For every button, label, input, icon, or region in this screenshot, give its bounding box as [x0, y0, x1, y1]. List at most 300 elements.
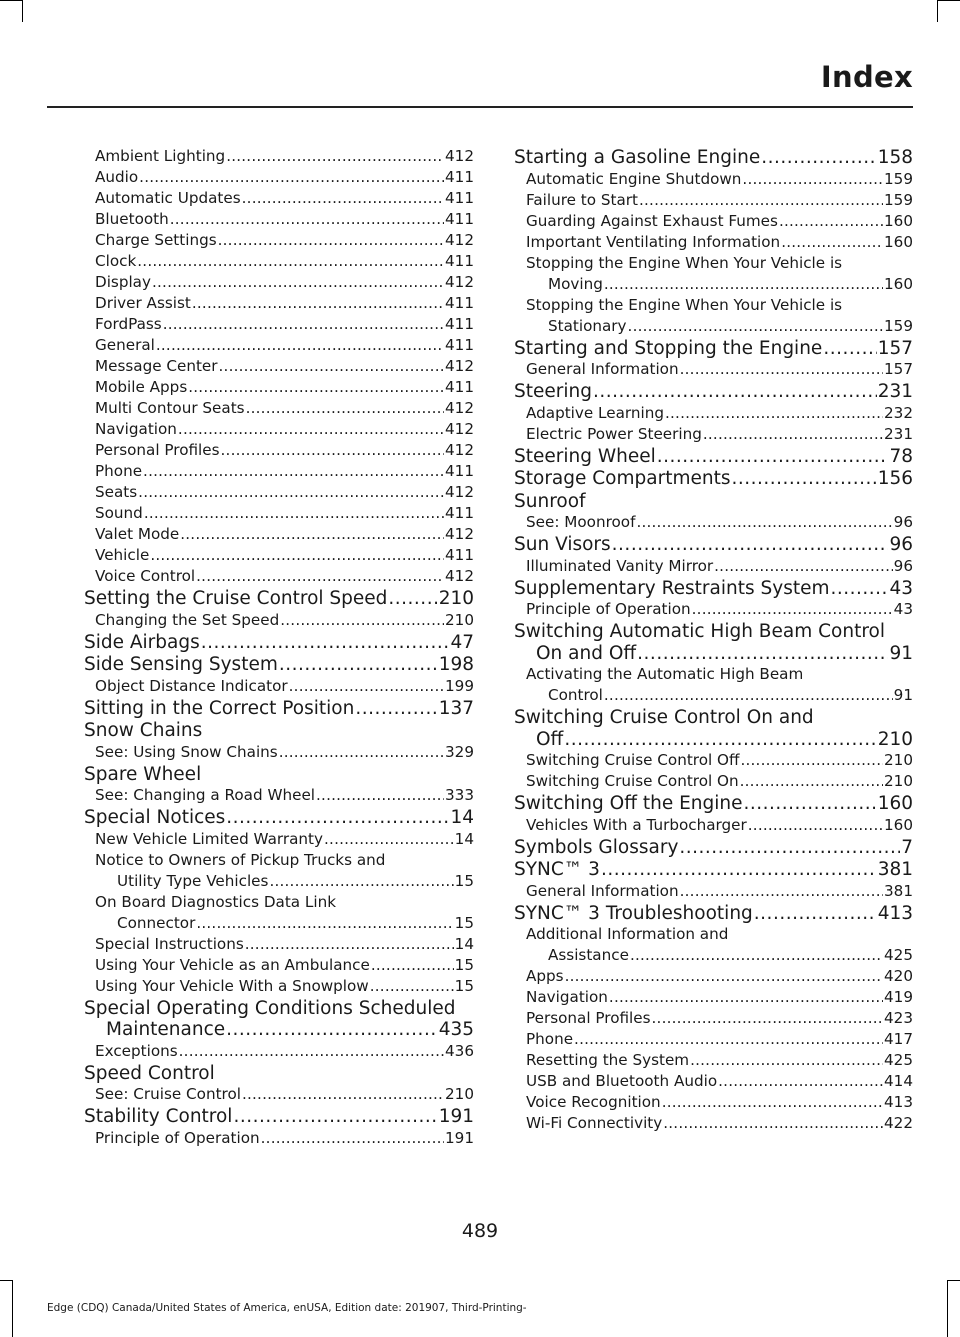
index-entry — [47, 566, 474, 587]
index-entry — [47, 209, 474, 230]
entry-text: Speed Control — [84, 1062, 215, 1084]
entry-text: Navigation — [526, 988, 608, 1006]
entry-text: See: Using Snow Chains — [95, 742, 278, 761]
entry-page-number: 210 — [884, 772, 913, 790]
entry-page-number: 156 — [877, 468, 913, 489]
entry-text: Automatic Updates — [95, 189, 241, 207]
entry-page-number: 412 — [445, 231, 474, 249]
entry-text: FordPass — [95, 315, 162, 333]
entry-text: Off — [536, 728, 564, 750]
index-entry — [47, 503, 474, 524]
entry-text: Side Sensing System — [84, 654, 278, 675]
entry-page-number: 210 — [445, 1085, 474, 1103]
entry-page-number: 157 — [877, 337, 913, 359]
entry-page-number: 411 — [445, 252, 474, 270]
entry-text: Sun Visors — [514, 534, 611, 555]
dot-leader — [781, 232, 883, 253]
entry-page-number: 15 — [454, 976, 474, 995]
entry-text: See: Cruise Control — [95, 1085, 241, 1103]
entry-text: Connector — [117, 913, 196, 932]
entry-page-number: 159 — [884, 169, 913, 188]
dot-leader — [289, 676, 444, 697]
entry-text: Switching Cruise Control On and — [514, 707, 814, 728]
index-entry — [47, 676, 474, 697]
index-entry — [47, 230, 474, 251]
page-title: Index — [820, 60, 913, 94]
entry-text: Stability Control — [84, 1106, 233, 1127]
index-entry — [486, 924, 913, 966]
entry-page-number: 425 — [884, 946, 913, 964]
entry-text: See: Changing a Road Wheel — [95, 786, 316, 804]
dot-leader — [680, 359, 883, 380]
dot-leader — [226, 146, 444, 167]
entry-page-number: 412 — [445, 147, 474, 165]
index-column-right — [486, 146, 913, 1134]
entry-page-number: 412 — [445, 483, 474, 501]
entry-page-number: 329 — [445, 742, 474, 761]
index-entry — [47, 461, 474, 482]
entry-text: Steering — [514, 381, 592, 402]
entry-text: Utility Type Vehicles — [117, 871, 269, 890]
dot-leader — [226, 807, 449, 829]
dot-leader — [663, 1113, 883, 1134]
entry-text: Special Instructions — [95, 934, 244, 953]
index-entry — [47, 272, 474, 293]
dot-leader — [714, 556, 893, 577]
dot-leader — [731, 468, 876, 490]
index-entry — [47, 1063, 474, 1085]
dot-leader — [593, 381, 877, 403]
index-entry — [486, 147, 913, 169]
index-entry — [47, 955, 474, 976]
index-entry — [47, 356, 474, 377]
entry-page-number: 96 — [893, 556, 913, 575]
dot-leader — [639, 190, 883, 211]
index-entry — [47, 524, 474, 545]
entry-page-number: 159 — [884, 190, 913, 209]
entry-text: Apps — [526, 967, 564, 985]
entry-text: Failure to Start — [526, 190, 638, 209]
entry-page-number: 15 — [454, 955, 474, 974]
index-entry — [47, 720, 474, 742]
dot-leader — [744, 793, 877, 815]
entry-text: Vehicles With a Turbocharger — [526, 815, 747, 834]
entry-page-number: 191 — [438, 1106, 474, 1127]
index-entry — [486, 359, 913, 380]
entry-page-number: 91 — [889, 642, 913, 664]
dot-leader — [150, 545, 444, 566]
dot-leader — [180, 524, 444, 545]
entry-page-number: 411 — [445, 189, 474, 207]
dot-leader — [178, 419, 444, 440]
entry-page-number: 412 — [445, 441, 474, 459]
dot-leader — [636, 512, 892, 533]
title-divider — [47, 106, 913, 108]
entry-text: Starting and Stopping the Engine — [514, 337, 823, 359]
entry-text: SYNC™ 3 — [514, 859, 600, 880]
index-entry — [486, 556, 913, 577]
entry-page-number: 435 — [438, 1019, 474, 1040]
entry-page-number: 160 — [884, 815, 913, 834]
dot-leader — [680, 881, 883, 902]
entry-text: Special Operating Conditions Scheduled — [84, 997, 456, 1019]
dot-leader — [192, 293, 444, 314]
entry-page-number: 381 — [884, 881, 913, 900]
dot-leader — [137, 251, 444, 272]
entry-page-number: 78 — [889, 445, 913, 467]
entry-page-number: 412 — [445, 273, 474, 291]
dot-leader — [188, 377, 444, 398]
dot-leader — [196, 566, 444, 587]
entry-text: Voice Control — [95, 567, 196, 585]
dot-leader — [718, 1071, 883, 1092]
entry-text: Personal Profiles — [526, 1009, 651, 1027]
entry-text: On Board Diagnostics Data Link — [95, 892, 337, 911]
entry-page-number: 412 — [445, 567, 474, 585]
index-entry — [47, 998, 474, 1041]
entry-text: Setting the Cruise Control Speed — [84, 588, 388, 609]
dot-leader — [565, 966, 883, 987]
index-entry — [47, 976, 474, 997]
entry-text: Ambient Lighting — [95, 147, 226, 165]
entry-text: Using Your Vehicle With a Snowplow — [95, 976, 369, 995]
entry-text: Principle of Operation — [95, 1128, 260, 1147]
entry-text: Navigation — [95, 420, 177, 438]
index-column-left — [47, 146, 474, 1149]
entry-page-number: 157 — [884, 360, 913, 378]
index-entry — [486, 1113, 913, 1134]
entry-text: Seats — [95, 483, 138, 501]
index-entry — [486, 491, 913, 513]
index-entry — [486, 1029, 913, 1050]
entry-text: Personal Profiles — [95, 441, 220, 459]
entry-page-number: 210 — [438, 588, 474, 609]
entry-text: Object Distance Indicator — [95, 676, 288, 695]
dot-leader — [823, 338, 876, 360]
entry-page-number: 160 — [884, 274, 913, 293]
dot-leader — [226, 1019, 438, 1041]
entry-text: Display — [95, 273, 151, 291]
entry-text: Additional Information and — [526, 925, 729, 943]
dot-leader — [740, 771, 883, 792]
dot-leader — [139, 167, 444, 188]
entry-page-number: 231 — [884, 424, 913, 443]
entry-text: On and Off — [536, 642, 637, 664]
index-entry — [47, 419, 474, 440]
dot-leader — [179, 1041, 444, 1062]
index-entry — [486, 881, 913, 902]
dot-leader — [221, 440, 444, 461]
dot-leader — [280, 610, 444, 631]
index-entry — [47, 167, 474, 188]
dot-leader — [370, 976, 454, 997]
entry-page-number: 412 — [445, 399, 474, 417]
dot-leader — [170, 209, 444, 230]
entry-page-number: 96 — [889, 534, 913, 555]
entry-page-number: 411 — [445, 294, 474, 312]
index-entry — [486, 446, 913, 468]
entry-text: Sunroof — [514, 490, 586, 512]
edition-footer: Edge (CDQ) Canada/United States of America, enUSA, Edition date: 201907, Third-Printing- — [47, 1302, 527, 1314]
crop-mark — [947, 1280, 948, 1337]
dot-leader — [163, 314, 444, 335]
index-entry — [47, 850, 474, 892]
entry-page-number: 411 — [445, 504, 474, 522]
entry-text: SYNC™ 3 Troubleshooting — [514, 902, 753, 924]
entry-text: New Vehicle Limited Warranty — [95, 829, 324, 848]
entry-page-number: 423 — [884, 1009, 913, 1027]
entry-text: Maintenance — [106, 1019, 226, 1040]
entry-page-number: 411 — [445, 336, 474, 354]
entry-page-number: 137 — [438, 697, 474, 719]
entry-text: Charge Settings — [95, 231, 217, 249]
entry-text: Resetting the System — [526, 1051, 690, 1069]
entry-text: Assistance — [548, 946, 629, 964]
index-entry — [47, 1084, 474, 1105]
entry-page-number: 412 — [445, 525, 474, 543]
entry-page-number: 210 — [877, 728, 913, 750]
index-entry — [486, 169, 913, 190]
dot-leader — [604, 685, 893, 706]
entry-text: Special Notices — [84, 807, 226, 828]
dot-leader — [279, 654, 438, 676]
entry-page-number: 14 — [454, 829, 474, 848]
entry-page-number: 333 — [445, 786, 474, 804]
index-entry — [47, 785, 474, 806]
entry-page-number: 381 — [877, 859, 913, 880]
index-entry — [47, 251, 474, 272]
entry-page-number: 160 — [884, 232, 913, 251]
index-entry — [47, 610, 474, 631]
entry-text: Changing the Set Speed — [95, 610, 280, 629]
entry-text: Switching Cruise Control Off — [526, 751, 740, 769]
entry-page-number: 43 — [893, 600, 913, 618]
entry-page-number: 425 — [884, 1051, 913, 1069]
index-entry — [47, 398, 474, 419]
crop-mark — [22, 0, 23, 22]
entry-text: Wi-Fi Connectivity — [526, 1114, 663, 1132]
dot-leader — [152, 272, 444, 293]
dot-leader — [246, 398, 444, 419]
entry-page-number: 160 — [877, 793, 913, 814]
index-entry — [486, 859, 913, 881]
index-entry — [486, 424, 913, 445]
index-entry — [47, 934, 474, 955]
index-entry — [486, 621, 913, 664]
dot-leader — [761, 147, 876, 169]
entry-page-number: 14 — [454, 934, 474, 953]
dot-leader — [574, 1029, 883, 1050]
dot-leader — [371, 955, 454, 976]
entry-page-number: 47 — [450, 631, 474, 653]
dot-leader — [601, 859, 877, 881]
dot-leader — [604, 274, 883, 295]
index-entry — [486, 232, 913, 253]
entry-page-number: 43 — [889, 577, 913, 599]
index-entry — [47, 588, 474, 610]
entry-page-number: 411 — [445, 210, 474, 228]
index-entry — [486, 1092, 913, 1113]
dot-leader — [388, 588, 437, 610]
index-entry — [47, 1128, 474, 1149]
entry-text: Guarding Against Exhaust Fumes — [526, 211, 778, 230]
index-entry — [486, 211, 913, 232]
entry-text: Stationary — [548, 316, 627, 335]
entry-text: Moving — [548, 274, 603, 293]
index-entry — [486, 837, 913, 859]
index-entry — [486, 750, 913, 771]
index-entry — [47, 545, 474, 566]
entry-page-number: 91 — [893, 686, 913, 704]
dot-leader — [143, 461, 444, 482]
dot-leader — [201, 632, 450, 654]
index-entry — [486, 468, 913, 490]
dot-leader — [612, 534, 889, 556]
dot-leader — [218, 230, 444, 251]
index-entry — [47, 632, 474, 654]
dot-leader — [692, 599, 893, 620]
index-entry — [486, 253, 913, 295]
dot-leader — [831, 578, 889, 600]
entry-page-number: 413 — [884, 1093, 913, 1111]
index-entry — [486, 295, 913, 337]
entry-text: Message Center — [95, 357, 218, 375]
entry-text: Starting a Gasoline Engine — [514, 147, 761, 168]
dot-leader — [742, 169, 883, 190]
dot-leader — [740, 750, 883, 771]
index-entry — [47, 440, 474, 461]
index-entry — [47, 892, 474, 934]
entry-text: Voice Recognition — [526, 1093, 661, 1111]
crop-mark — [12, 1280, 13, 1337]
index-entry — [47, 807, 474, 829]
entry-page-number: 414 — [884, 1072, 913, 1090]
entry-text: Steering Wheel — [514, 445, 656, 467]
dot-leader — [242, 188, 444, 209]
dot-leader — [703, 424, 883, 445]
index-entry — [47, 698, 474, 720]
entry-page-number: 436 — [445, 1041, 474, 1060]
entry-text: Vehicle — [95, 546, 150, 564]
entry-page-number: 210 — [445, 610, 474, 629]
index-entry — [47, 314, 474, 335]
entry-page-number: 422 — [884, 1114, 913, 1132]
index-entry — [486, 190, 913, 211]
entry-page-number: 412 — [445, 420, 474, 438]
entry-page-number: 191 — [445, 1128, 474, 1147]
entry-text: Driver Assist — [95, 294, 191, 312]
index-entry — [47, 482, 474, 503]
index-entry — [47, 742, 474, 763]
index-entry — [47, 335, 474, 356]
entry-page-number: 420 — [884, 967, 913, 985]
crop-mark — [0, 1280, 12, 1281]
entry-page-number: 411 — [445, 462, 474, 480]
entry-text: USB and Bluetooth Audio — [526, 1072, 718, 1090]
index-entry — [486, 815, 913, 836]
index-entry — [486, 903, 913, 925]
index-entry — [486, 771, 913, 792]
entry-text: Valet Mode — [95, 525, 180, 543]
entry-page-number: 198 — [438, 654, 474, 675]
index-entry — [47, 188, 474, 209]
entry-text: Phone — [526, 1030, 574, 1048]
index-entry — [486, 987, 913, 1008]
entry-text: Stopping the Engine When Your Vehicle is — [526, 253, 843, 272]
entry-text: Principle of Operation — [526, 600, 691, 618]
entry-text: Switching Automatic High Beam Control — [514, 621, 885, 642]
entry-text: Control — [548, 686, 603, 704]
entry-page-number: 411 — [445, 168, 474, 186]
dot-leader — [652, 1008, 883, 1029]
dot-leader — [324, 829, 454, 850]
dot-leader — [748, 815, 883, 836]
entry-text: Spare Wheel — [84, 763, 202, 785]
entry-page-number: 158 — [877, 147, 913, 168]
index-entry — [486, 599, 913, 620]
dot-leader — [219, 356, 444, 377]
entry-text: Notice to Owners of Pickup Trucks and — [95, 850, 386, 869]
entry-text: Using Your Vehicle as an Ambulance — [95, 955, 370, 974]
entry-text: Side Airbags — [84, 631, 200, 653]
dot-leader — [144, 503, 444, 524]
crop-mark — [937, 0, 938, 22]
index-entry — [486, 1008, 913, 1029]
entry-page-number: 413 — [877, 902, 913, 924]
index-entry — [47, 293, 474, 314]
entry-page-number: 231 — [877, 381, 913, 402]
dot-leader — [261, 1128, 444, 1149]
entry-text: Switching Off the Engine — [514, 793, 743, 814]
entry-text: Phone — [95, 462, 143, 480]
entry-text: Electric Power Steering — [526, 424, 702, 443]
entry-page-number: 14 — [450, 807, 474, 828]
entry-page-number: 411 — [445, 378, 474, 396]
index-entry — [486, 707, 913, 750]
entry-page-number: 15 — [454, 871, 474, 890]
entry-page-number: 232 — [884, 403, 913, 422]
entry-text: Switching Cruise Control On — [526, 772, 739, 790]
entry-text: Stopping the Engine When Your Vehicle is — [526, 295, 843, 314]
crop-mark — [938, 0, 960, 1]
entry-text: General — [95, 336, 155, 354]
entry-page-number: 210 — [884, 751, 913, 769]
dot-leader — [269, 871, 453, 892]
entry-text: See: Moonroof — [526, 513, 636, 531]
entry-text: Storage Compartments — [514, 468, 731, 489]
entry-page-number: 417 — [884, 1030, 913, 1048]
entry-text: Illuminated Vanity Mirror — [526, 556, 714, 575]
entry-text: Supplementary Restraints System — [514, 577, 830, 599]
dot-leader — [233, 1106, 437, 1128]
dot-leader — [679, 837, 900, 859]
entry-text: Automatic Engine Shutdown — [526, 169, 742, 188]
entry-text: Activating the Automatic High Beam — [526, 665, 804, 683]
dot-leader — [156, 335, 444, 356]
entry-page-number: 199 — [445, 676, 474, 695]
dot-leader — [628, 316, 883, 337]
dot-leader — [316, 785, 444, 806]
entry-text: Audio — [95, 168, 139, 186]
dot-leader — [754, 903, 877, 925]
dot-leader — [245, 934, 454, 955]
entry-text: Mobile Apps — [95, 378, 188, 396]
index-entry — [47, 654, 474, 676]
index-entry — [47, 764, 474, 786]
dot-leader — [662, 1092, 883, 1113]
index-entry — [486, 966, 913, 987]
entry-text: Multi Contour Seats — [95, 399, 245, 417]
